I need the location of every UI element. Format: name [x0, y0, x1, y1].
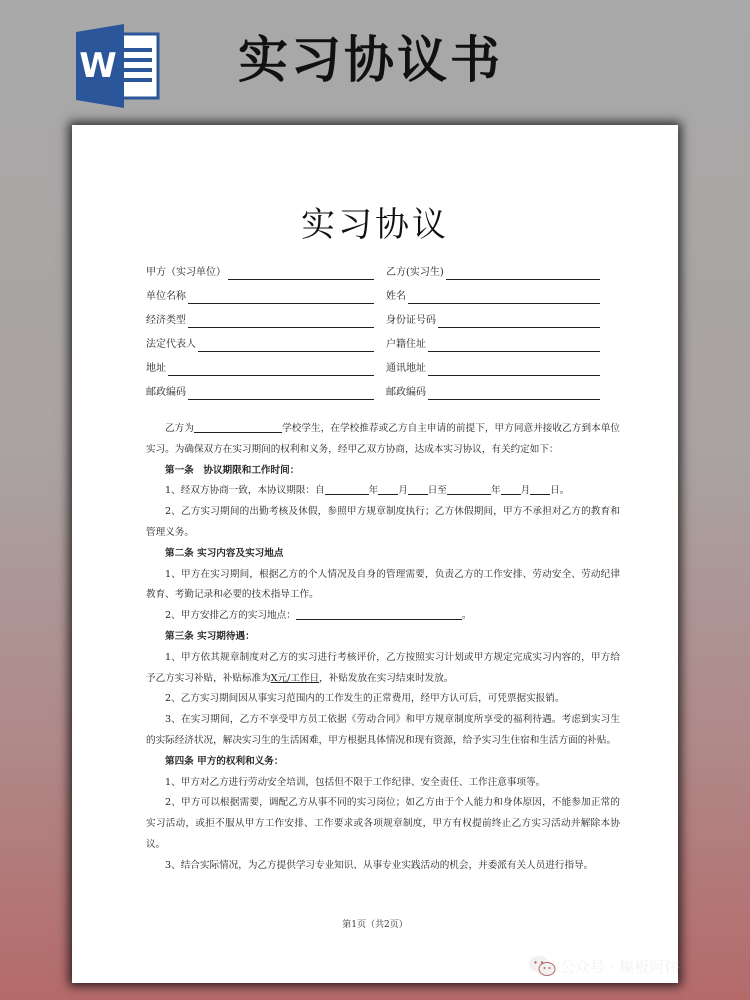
- page-header: [0, 0, 750, 118]
- svg-text:W: W: [79, 46, 117, 86]
- article-1-clause-1: 1、经双方协商一致，本协议期限：自 年 月 日至 年 月 日。: [146, 481, 620, 502]
- location-blank[interactable]: [296, 607, 462, 620]
- article-3-clause-3: 3、在实习期间，乙方不享受甲方员工依据《劳动合同》和甲方规章制度所享受的福利待遇。考虑到实习生的实际经济状况，解决实习生的生活困难，甲方根据具体情况和现有资源，给予实习生住宿和生活方面的补贴。: [146, 714, 620, 746]
- field-party-b[interactable]: 乙方(实习生): [386, 262, 600, 280]
- field-id-number[interactable]: 身份证号码: [386, 310, 600, 328]
- wechat-icon: [528, 955, 556, 977]
- intro-paragraph: 乙方为 学校学生，在学校推荐或乙方自主申请的前提下，甲方同意并接收乙方到本单位实习。为确保双方在实习期间的权利和义务，经甲乙双方协商，达成本实习协议，有关约定如下：: [146, 419, 620, 461]
- article-1-clause-2: 2、乙方实习期间的出勤考核及休假，参照甲方规章制度执行；乙方休假期间，甲方不承担对乙方的教育和管理义务。: [146, 506, 620, 538]
- field-party-a[interactable]: 甲方（实习单位）: [146, 262, 374, 280]
- document-page: [72, 125, 678, 983]
- field-name[interactable]: 姓名: [386, 286, 600, 304]
- watermark: [528, 955, 679, 977]
- article-4-clause-2: 2、甲方可以根据需要，调配乙方从事不同的实习岗位；如乙方由于个人能力和身体原因，不能参加正常的实习活动，或拒不服从甲方工作安排、工作要求或各项规章制度，甲方有权提前终止乙方实习活动并解除本协议。: [146, 797, 620, 850]
- end-year-blank[interactable]: [447, 482, 491, 495]
- article-3-clause-1: 1、甲方依其规章制度对乙方的实习进行考核评价，乙方按照实习计划或甲方规定完成实习内容的，甲方给予乙方实习补贴，补贴标准为X元/工作日，补贴发放在实习结束时发放。: [146, 651, 620, 684]
- end-day-blank[interactable]: [530, 482, 550, 495]
- article-3-heading: 第三条 实习期待遇：: [165, 630, 255, 642]
- watermark-text: 公众号 · 模板阿伟: [560, 957, 680, 976]
- page-number: 第1页（共2页）: [342, 920, 408, 930]
- article-4-clause-1: 1、甲方对乙方进行劳动安全培训，包括但不限于工作纪律、安全责任、工作注意事项等。: [165, 776, 546, 788]
- article-2-heading: 第二条 实习内容及实习地点: [165, 547, 284, 559]
- agreement-body: [146, 419, 620, 877]
- word-icon: [76, 24, 162, 108]
- field-household-address[interactable]: 户籍住址: [386, 334, 600, 352]
- header-title: 实习协议书: [238, 31, 503, 89]
- field-postcode-b[interactable]: 邮政编码: [386, 382, 600, 400]
- field-legal-representative[interactable]: 法定代表人: [146, 334, 374, 352]
- article-2-clause-2: 2、甲方安排乙方的实习地点： 。: [146, 606, 620, 627]
- article-1-heading: 第一条 协议期限和工作时间：: [165, 464, 300, 476]
- subsidy-rate: X元/工作日: [270, 672, 320, 684]
- field-company-name[interactable]: 单位名称: [146, 286, 374, 304]
- document-title: 实习协议: [301, 205, 449, 245]
- end-month-blank[interactable]: [501, 482, 521, 495]
- field-economic-type[interactable]: 经济类型: [146, 310, 374, 328]
- field-postcode-a[interactable]: 邮政编码: [146, 382, 374, 400]
- article-2-clause-1: 1、甲方在实习期间，根据乙方的个人情况及自身的管理需要，负责乙方的工作安排、劳动安全、劳动纪律教育、考勤记录和必要的技术指导工作。: [146, 568, 620, 601]
- start-year-blank[interactable]: [325, 482, 369, 495]
- article-4-heading: 第四条 甲方的权利和义务：: [165, 755, 284, 767]
- start-day-blank[interactable]: [408, 482, 428, 495]
- article-3-clause-2: 2、乙方实习期间因从事实习范围内的工作发生的正常费用，经甲方认可后，可凭票据实报销。: [165, 693, 565, 705]
- field-mailing-address[interactable]: 通讯地址: [386, 358, 600, 376]
- field-address-a[interactable]: 地址: [146, 358, 374, 376]
- article-4-clause-3: 3、结合实际情况，为乙方提供学习专业知识、从事专业实践活动的机会，并委派有关人员进行指导。: [165, 859, 594, 871]
- start-month-blank[interactable]: [378, 482, 398, 495]
- school-blank[interactable]: [194, 420, 282, 433]
